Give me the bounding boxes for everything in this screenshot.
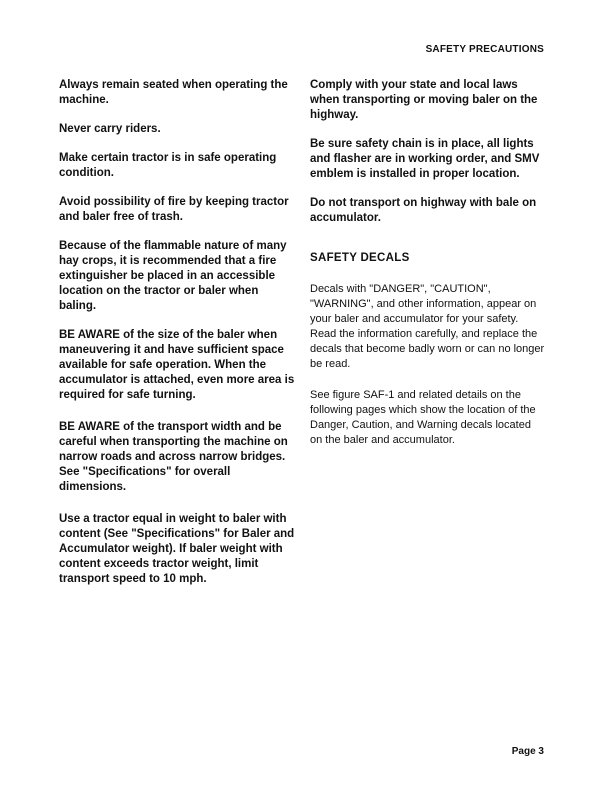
instruction-fire-trash: Avoid possibility of fire by keeping tractor and baler free of trash. [59,196,289,223]
instruction-riders: Never carry riders. [59,123,161,135]
instruction-tractor-weight: Use a tractor equal in weight to baler with content (See "Specifications" for Baler and Accumulator weight). If baler weight with content exceeds tractor weight, limit transport speed to 10 mph. [59,513,295,585]
instruction-baler-size: BE AWARE of the size of the baler when maneuvering it and have sufficient space available for safe operation. When the accumulator is attached, even more area is required for safe turning. [59,329,295,401]
left-column [59,78,295,601]
instruction-laws: Comply with your state and local laws when transporting or moving baler on the highway. [310,79,538,121]
section-heading-safety-decals: SAFETY DECALS [310,252,410,264]
instruction-transport-width: BE AWARE of the transport width and be careful when transporting the machine on narrow roads and across narrow bridges. See "Specifications" for overall dimensions. [59,421,288,493]
instruction-seated: Always remain seated when operating the machine. [59,79,288,106]
instruction-safety-chain: Be sure safety chain is in place, all lights and flasher are in working order, and SMV emblem is installed in proper location. [310,138,540,180]
right-column [310,78,546,461]
decals-figure-reference: See figure SAF-1 and related details on the following pages which show the location of the Danger, Caution, and Warning decals located on the baler and accumulator. [310,389,536,446]
decals-description: Decals with "DANGER", "CAUTION", "WARNING", and other information, appear on your baler and accumulator for your safety. Read the information carefully, and replace the decals that become badly worn or can no longer be read. [310,283,545,370]
page-header: SAFETY PRECAUTIONS [425,44,544,55]
page-number: Page 3 [511,746,544,757]
instruction-tractor-condition: Make certain tractor is in safe operating condition. [59,152,277,179]
instruction-fire-extinguisher: Because of the flammable nature of many hay crops, it is recommended that a fire extinguisher be placed in an accessible location on the tractor or baler when baling. [59,240,287,312]
instruction-no-bale-transport: Do not transport on highway with bale on accumulator. [310,197,537,224]
